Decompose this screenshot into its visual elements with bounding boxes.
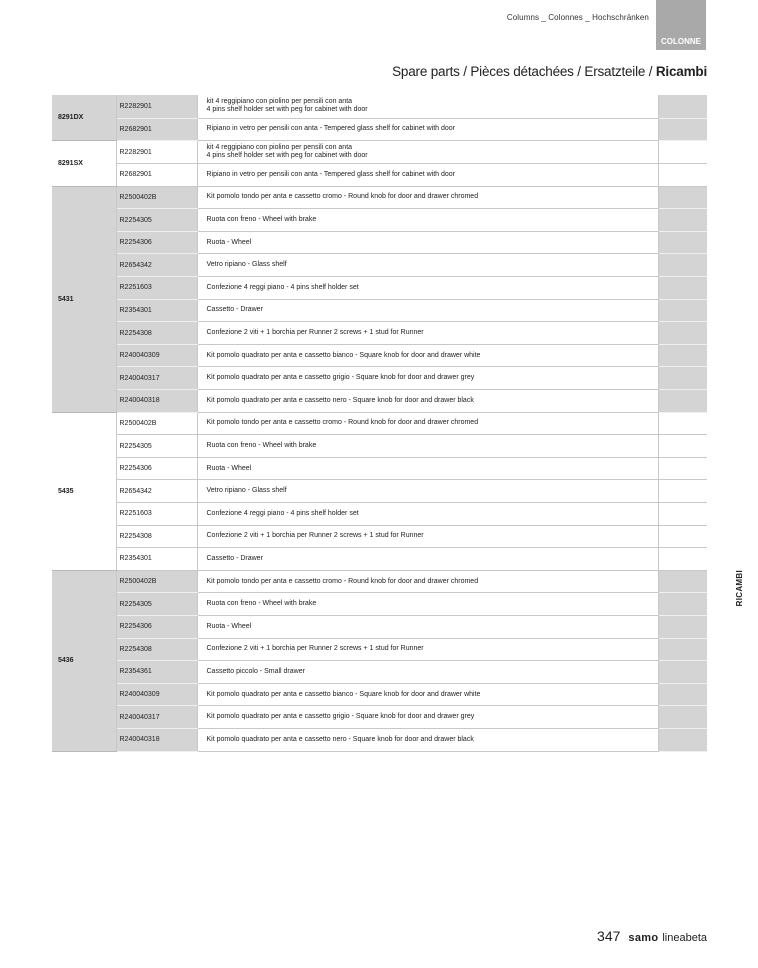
table-row [52,254,707,277]
table-row [52,390,707,413]
side-label-text: RICAMBI [735,570,744,607]
part-description: Ruota con freno - Wheel with brake [197,209,658,232]
part-description: Kit pomolo quadrato per anta e cassetto bianco - Square knob for door and drawer white [197,344,658,367]
part-code: R240040317 [116,706,197,729]
part-code: R2254305 [116,593,197,616]
table-row [52,525,707,548]
table-row [52,186,707,209]
table-row [52,615,707,638]
empty-cell [658,209,707,232]
table-row [52,299,707,322]
page-subtitle [392,64,707,79]
part-description: kit 4 reggipiano con piolino per pensili con anta 4 pins shelf holder set with peg for cabinet with door [197,141,658,164]
page-footer [597,928,707,944]
table-row [52,638,707,661]
table-row [52,344,707,367]
table-row [52,593,707,616]
empty-cell [658,95,707,118]
part-code: R2254306 [116,615,197,638]
table-row [52,141,707,164]
empty-cell [658,503,707,526]
empty-cell [658,435,707,458]
part-description: Kit pomolo tondo per anta e cassetto cromo - Round knob for door and drawer chromed [197,412,658,435]
empty-cell [658,164,707,187]
model-cell: 8291DX [52,95,116,141]
part-code: R2354301 [116,548,197,571]
part-code: R2254308 [116,638,197,661]
side-label [735,570,747,610]
empty-cell [658,480,707,503]
part-description: Ruota - Wheel [197,457,658,480]
part-description: Kit pomolo quadrato per anta e cassetto grigio - Square knob for door and drawer grey [197,706,658,729]
page-number: 347 [597,928,621,944]
part-code: R2354301 [116,299,197,322]
table-row [52,706,707,729]
part-code: R240040317 [116,367,197,390]
part-description: Ripiano in vetro per pensili con anta - Tempered glass shelf for cabinet with door [197,118,658,141]
empty-cell [658,615,707,638]
empty-cell [658,412,707,435]
part-description: Kit pomolo tondo per anta e cassetto cromo - Round knob for door and drawer chromed [197,570,658,593]
empty-cell [658,593,707,616]
subtitle-plain: Spare parts / Pièces détachées / Ersatzteile / [392,64,656,79]
model-cell: 8291SX [52,141,116,187]
table-row [52,480,707,503]
part-description: Confezione 2 viti + 1 borchia per Runner 2 screws + 1 stud for Runner [197,322,658,345]
table-row [52,661,707,684]
part-code: R2354361 [116,661,197,684]
empty-cell [658,683,707,706]
empty-cell [658,548,707,571]
subtitle-bold: Ricambi [655,64,707,79]
part-code: R2254308 [116,322,197,345]
part-code: R2254306 [116,457,197,480]
table-row [52,231,707,254]
part-code: R2500402B [116,186,197,209]
spare-parts-table [52,95,707,752]
table-row [52,209,707,232]
table-row [52,412,707,435]
part-description: Confezione 4 reggi piano - 4 pins shelf holder set [197,503,658,526]
top-header [507,0,706,50]
empty-cell [658,457,707,480]
empty-cell [658,254,707,277]
empty-cell [658,277,707,300]
table-row [52,95,707,118]
table-row [52,728,707,751]
table-row [52,548,707,571]
empty-cell [658,344,707,367]
product-line: lineabeta [662,932,707,944]
empty-cell [658,570,707,593]
spare-parts-body [52,95,707,751]
part-code: R2682901 [116,118,197,141]
part-description: Ruota con freno - Wheel with brake [197,435,658,458]
empty-cell [658,118,707,141]
part-code: R2500402B [116,412,197,435]
part-code: R2251603 [116,277,197,300]
breadcrumb: Columns _ Colonnes _ Hochschränken [506,12,649,22]
part-description: Kit pomolo quadrato per anta e cassetto nero - Square knob for door and drawer black [197,728,658,751]
part-description: Cassetto - Drawer [197,299,658,322]
part-code: R2254306 [116,231,197,254]
empty-cell [658,186,707,209]
empty-cell [658,299,707,322]
table-row [52,457,707,480]
part-description: Kit pomolo quadrato per anta e cassetto bianco - Square knob for door and drawer white [197,683,658,706]
part-description: kit 4 reggipiano con piolino per pensili con anta 4 pins shelf holder set with peg for cabinet with door [197,95,658,118]
empty-cell [658,706,707,729]
part-description: Kit pomolo quadrato per anta e cassetto grigio - Square knob for door and drawer grey [197,367,658,390]
part-description: Cassetto - Drawer [197,548,658,571]
part-code: R2654342 [116,480,197,503]
model-cell: 5431 [52,186,116,412]
part-description: Confezione 4 reggi piano - 4 pins shelf holder set [197,277,658,300]
empty-cell [658,231,707,254]
part-code: R2654342 [116,254,197,277]
model-cell: 5436 [52,570,116,751]
part-description: Ruota - Wheel [197,231,658,254]
part-description: Ruota con freno - Wheel with brake [197,593,658,616]
part-code: R240040309 [116,344,197,367]
section-tag: COLONNE [656,0,706,50]
empty-cell [658,728,707,751]
part-code: R2500402B [116,570,197,593]
table-row [52,503,707,526]
empty-cell [658,141,707,164]
table-row [52,683,707,706]
table-row [52,118,707,141]
part-description: Confezione 2 viti + 1 borchia per Runner 2 screws + 1 stud for Runner [197,638,658,661]
empty-cell [658,638,707,661]
part-description: Vetro ripiano - Glass shelf [197,480,658,503]
part-code: R2282901 [116,95,197,118]
part-code: R240040318 [116,390,197,413]
empty-cell [658,390,707,413]
part-code: R2251603 [116,503,197,526]
part-description: Kit pomolo tondo per anta e cassetto cromo - Round knob for door and drawer chromed [197,186,658,209]
part-description: Ruota - Wheel [197,615,658,638]
part-code: R240040309 [116,683,197,706]
table-row [52,570,707,593]
part-code: R2682901 [116,164,197,187]
table-row [52,435,707,458]
part-code: R2282901 [116,141,197,164]
brand-logo: samo [628,932,659,944]
part-description: Confezione 2 viti + 1 borchia per Runner 2 screws + 1 stud for Runner [197,525,658,548]
part-code: R2254305 [116,435,197,458]
empty-cell [658,322,707,345]
table-row [52,164,707,187]
part-description: Vetro ripiano - Glass shelf [197,254,658,277]
part-code: R240040318 [116,728,197,751]
table-row [52,277,707,300]
part-description: Cassetto piccolo - Small drawer [197,661,658,684]
empty-cell [658,525,707,548]
part-code: R2254305 [116,209,197,232]
part-description: Kit pomolo quadrato per anta e cassetto nero - Square knob for door and drawer black [197,390,658,413]
empty-cell [658,367,707,390]
table-row [52,367,707,390]
part-code: R2254308 [116,525,197,548]
table-row [52,322,707,345]
empty-cell [658,661,707,684]
model-cell: 5435 [52,412,116,570]
part-description: Ripiano in vetro per pensili con anta - Tempered glass shelf for cabinet with door [197,164,658,187]
